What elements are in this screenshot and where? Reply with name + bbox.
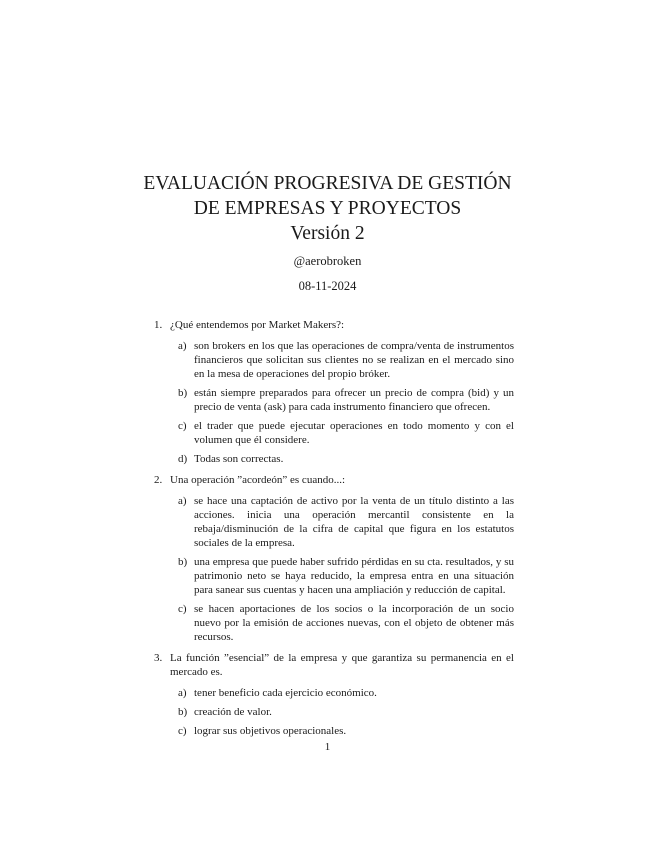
option-text: tener beneficio cada ejercicio económico.: [194, 687, 377, 699]
option-text: están siempre preparados para ofrecer un precio de compra (bid) y un precio de venta (ask) para cada instrumento financiero que ofrecen.: [194, 387, 514, 413]
option-item: [178, 555, 514, 597]
question-text: La función ”esencial” de la empresa y que garantiza su permanencia en el mercado es.: [170, 652, 514, 678]
option-label: b): [178, 556, 188, 568]
author: @aerobroken: [293, 254, 362, 268]
option-item: [178, 494, 514, 550]
question-2: [154, 473, 514, 644]
option-item: [178, 452, 514, 466]
question-text: Una operación ”acordeón” es cuando...:: [170, 474, 346, 486]
option-text: son brokers en los que las operaciones de compra/venta de instrumentos financieros que solicitan sus clientes no se realizan en el mercado sino en la mesa de operaciones del propio bróker.: [194, 340, 514, 380]
option-list: [178, 339, 514, 466]
option-text: se hacen aportaciones de los socios o la incorporación de un socio nuevo por la emisión de acciones nuevas, con el objeto de obtener más recursos.: [194, 603, 514, 643]
option-label: c): [178, 420, 187, 432]
option-label: a): [178, 687, 187, 699]
option-label: d): [178, 453, 188, 465]
option-label: b): [178, 706, 188, 718]
option-label: a): [178, 495, 187, 507]
option-label: a): [178, 340, 187, 352]
title-line-1: EVALUACIÓN PROGRESIVA DE GESTIÓN: [143, 173, 512, 194]
date: 08-11-2024: [298, 279, 357, 293]
option-item: [178, 705, 514, 719]
question-number: 3.: [154, 652, 163, 664]
option-item: [178, 686, 514, 700]
option-text: lograr sus objetivos operacionales.: [194, 725, 347, 737]
question-1: [154, 318, 514, 466]
option-text: una empresa que puede haber sufrido pérdidas en su cta. resultados, y su patrimonio neto se haya reducido, la empresa entra en una situación para sanear sus cuentas y hacen una ampliación y reducción de capital.: [194, 556, 514, 596]
question-3: [154, 651, 514, 738]
question-list: [154, 318, 514, 745]
option-item: [178, 724, 514, 738]
option-list: [178, 494, 514, 644]
page-number: 1: [324, 741, 331, 753]
option-item: [178, 602, 514, 644]
option-text: Todas son correctas.: [194, 453, 284, 465]
option-label: b): [178, 387, 188, 399]
question-text: ¿Qué entendemos por Market Makers?:: [170, 319, 345, 331]
title-line-2: DE EMPRESAS Y PROYECTOS: [193, 198, 462, 219]
option-text: se hace una captación de activo por la venta de un título distinto a las acciones. inicia una operación mercantil consistente en la rebaja/disminución de la cifra de capital que figura en los estatutos sociales de la empresa.: [194, 495, 514, 549]
option-list: [178, 686, 514, 738]
option-item: [178, 419, 514, 447]
question-number: 2.: [154, 474, 163, 486]
document-title: [0, 171, 655, 246]
option-label: c): [178, 725, 187, 737]
question-number: 1.: [154, 319, 163, 331]
title-version: Versión 2: [290, 223, 365, 244]
option-label: c): [178, 603, 187, 615]
option-item: [178, 386, 514, 414]
option-text: el trader que puede ejecutar operaciones en todo momento y con el volumen que él considere.: [194, 420, 514, 446]
option-item: [178, 339, 514, 381]
option-text: creación de valor.: [194, 706, 272, 718]
